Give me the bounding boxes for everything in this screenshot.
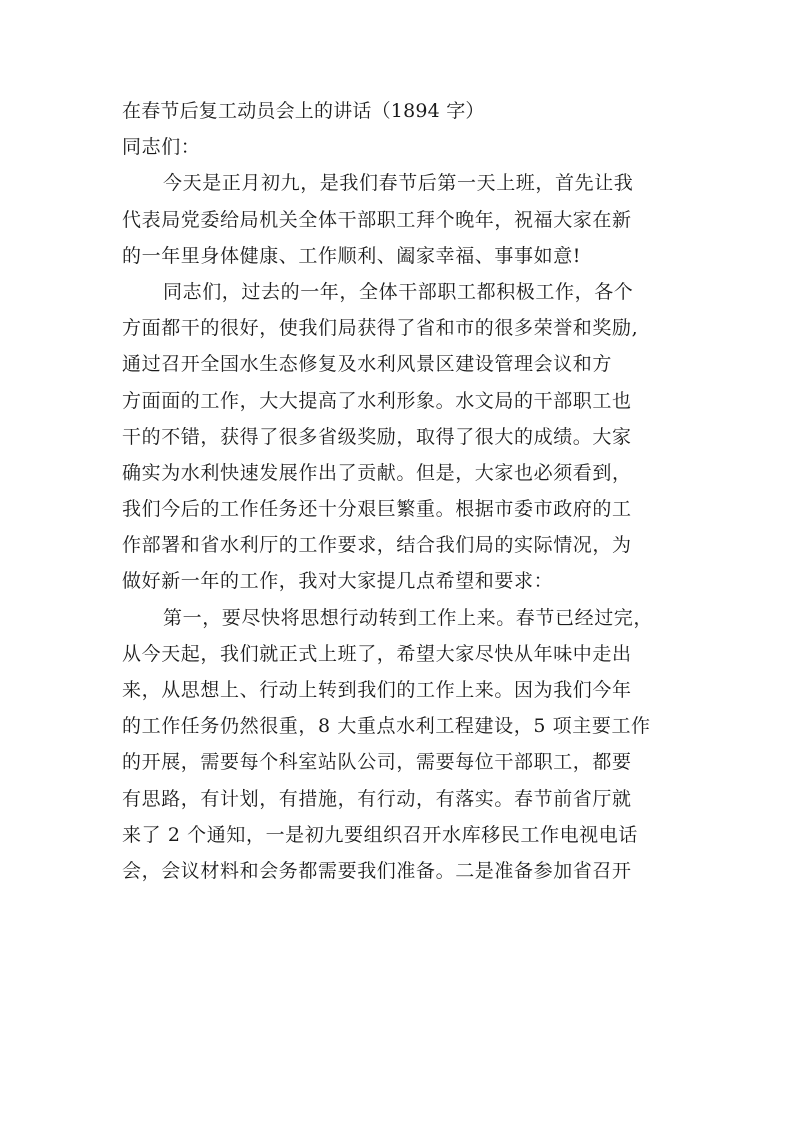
salutation: 同志们： xyxy=(122,136,201,159)
document-title: 在春节后复工动员会上的讲话（1894 字） xyxy=(122,100,485,122)
paragraph-3-line-2: 从今天起，我们就正式上班了，希望大家尽快从年味中走出 xyxy=(122,642,632,665)
paragraph-3-line-5: 的开展，需要每个科室站队公司，需要每位干部职工，都要 xyxy=(122,751,632,774)
paragraph-3-line-7: 来了 2 个通知，一是初九要组织召开水库移民工作电视电话 xyxy=(122,823,638,846)
paragraph-1-line-2: 代表局党委给局机关全体干部职工拜个晚年，祝福大家在新 xyxy=(122,208,632,231)
paragraph-3-line-4: 的工作任务仍然很重，8 大重点水利工程建设，5 项主要工作 xyxy=(122,715,651,738)
paragraph-3-line-6: 有思路，有计划，有措施，有行动，有落实。春节前省厅就 xyxy=(122,787,632,810)
document-body xyxy=(122,93,678,889)
paragraph-1-line-3: 的一年里身体健康、工作顺利、阖家幸福、事事如意! xyxy=(122,244,582,267)
paragraph-2-line-4: 方面面的工作，大大提高了水利形象。水文局的干部职工也 xyxy=(122,389,632,412)
paragraph-2-line-7: 我们今后的工作任务还十分艰巨繁重。根据市委市政府的工 xyxy=(122,498,632,521)
paragraph-3-line-8: 会，会议材料和会务都需要我们准备。二是准备参加省召开 xyxy=(122,859,632,882)
paragraph-2-line-8: 作部署和省水利厅的工作要求，结合我们局的实际情况，为 xyxy=(122,534,632,557)
paragraph-2-line-5: 干的不错，获得了很多省级奖励，取得了很大的成绩。大家 xyxy=(122,425,632,448)
paragraph-2-line-3: 通过召开全国水生态修复及水利风景区建设管理会议和方 xyxy=(122,353,613,376)
paragraph-2-line-9: 做好新一年的工作，我对大家提几点希望和要求： xyxy=(122,570,554,593)
paragraph-2-line-2: 方面都干的很好，使我们局获得了省和市的很多荣誉和奖励, xyxy=(122,317,639,340)
paragraph-2-line-1: 同志们，过去的一年，全体干部职工都积极工作，各个 xyxy=(163,280,634,303)
paragraph-2-line-6: 确实为水利快速发展作出了贡献。但是，大家也必须看到， xyxy=(122,461,632,484)
paragraph-3-line-3: 来，从思想上、行动上转到我们的工作上来。因为我们今年 xyxy=(122,679,632,701)
paragraph-1-line-1: 今天是正月初九，是我们春节后第一天上班，首先让我 xyxy=(163,172,634,195)
paragraph-3-line-1: 第一，要尽快将思想行动转到工作上来。春节已经过完， xyxy=(163,606,654,629)
